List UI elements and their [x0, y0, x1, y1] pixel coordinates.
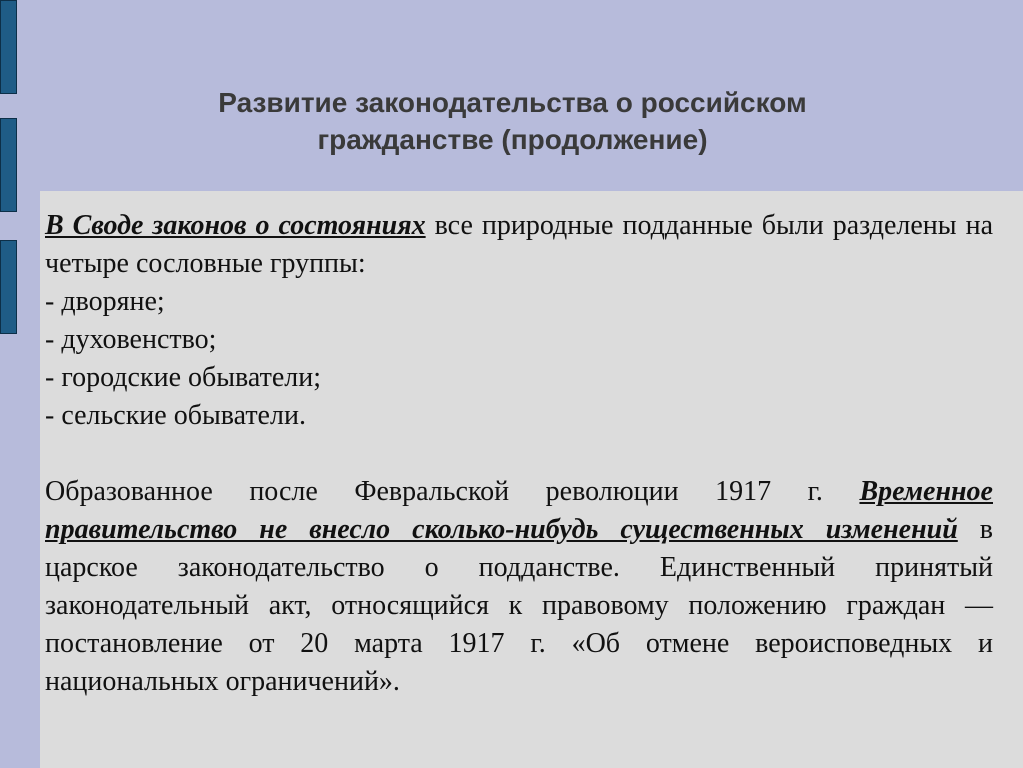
paragraph-estates-text: все природные подданные были разделены на четыре сословные группы:: [45, 210, 993, 279]
paragraph-spacer: [45, 435, 993, 473]
content-panel: [40, 191, 1023, 768]
slide-title-line-1: Развитие законодательства о российском: [218, 87, 807, 118]
paragraph-revolution: [45, 473, 993, 701]
accent-bar-middle: [0, 118, 17, 212]
list-item: - дворяне;: [45, 286, 165, 317]
list-item: - городские обыватели;: [45, 362, 322, 393]
code-of-laws-emphasis: В Своде законов о состояниях: [45, 210, 426, 241]
paragraph-estates: [45, 207, 993, 283]
slide-title: [40, 84, 985, 158]
list-item: - духовенство;: [45, 324, 217, 355]
paragraph-revolution-text: в царское законодательство о подданстве. Единственный принятый законодательный акт, относящийся к правовому положению граждан — постановление от 20 марта 1917 г. «Об отмене вероисповедных и национальных ограничений».: [45, 514, 993, 697]
provisional-government-emphasis: Временное правительство не внесло сколько-нибудь существенных изменений: [45, 476, 993, 545]
slide-title-line-2: гражданстве (продолжение): [317, 124, 708, 155]
accent-bar-top: [0, 0, 17, 94]
accent-bar-bottom: [0, 240, 17, 334]
list-item: - сельские обыватели.: [45, 400, 306, 431]
paragraph-revolution-start: Образованное после Февральской революции 1917 г.: [45, 476, 860, 507]
